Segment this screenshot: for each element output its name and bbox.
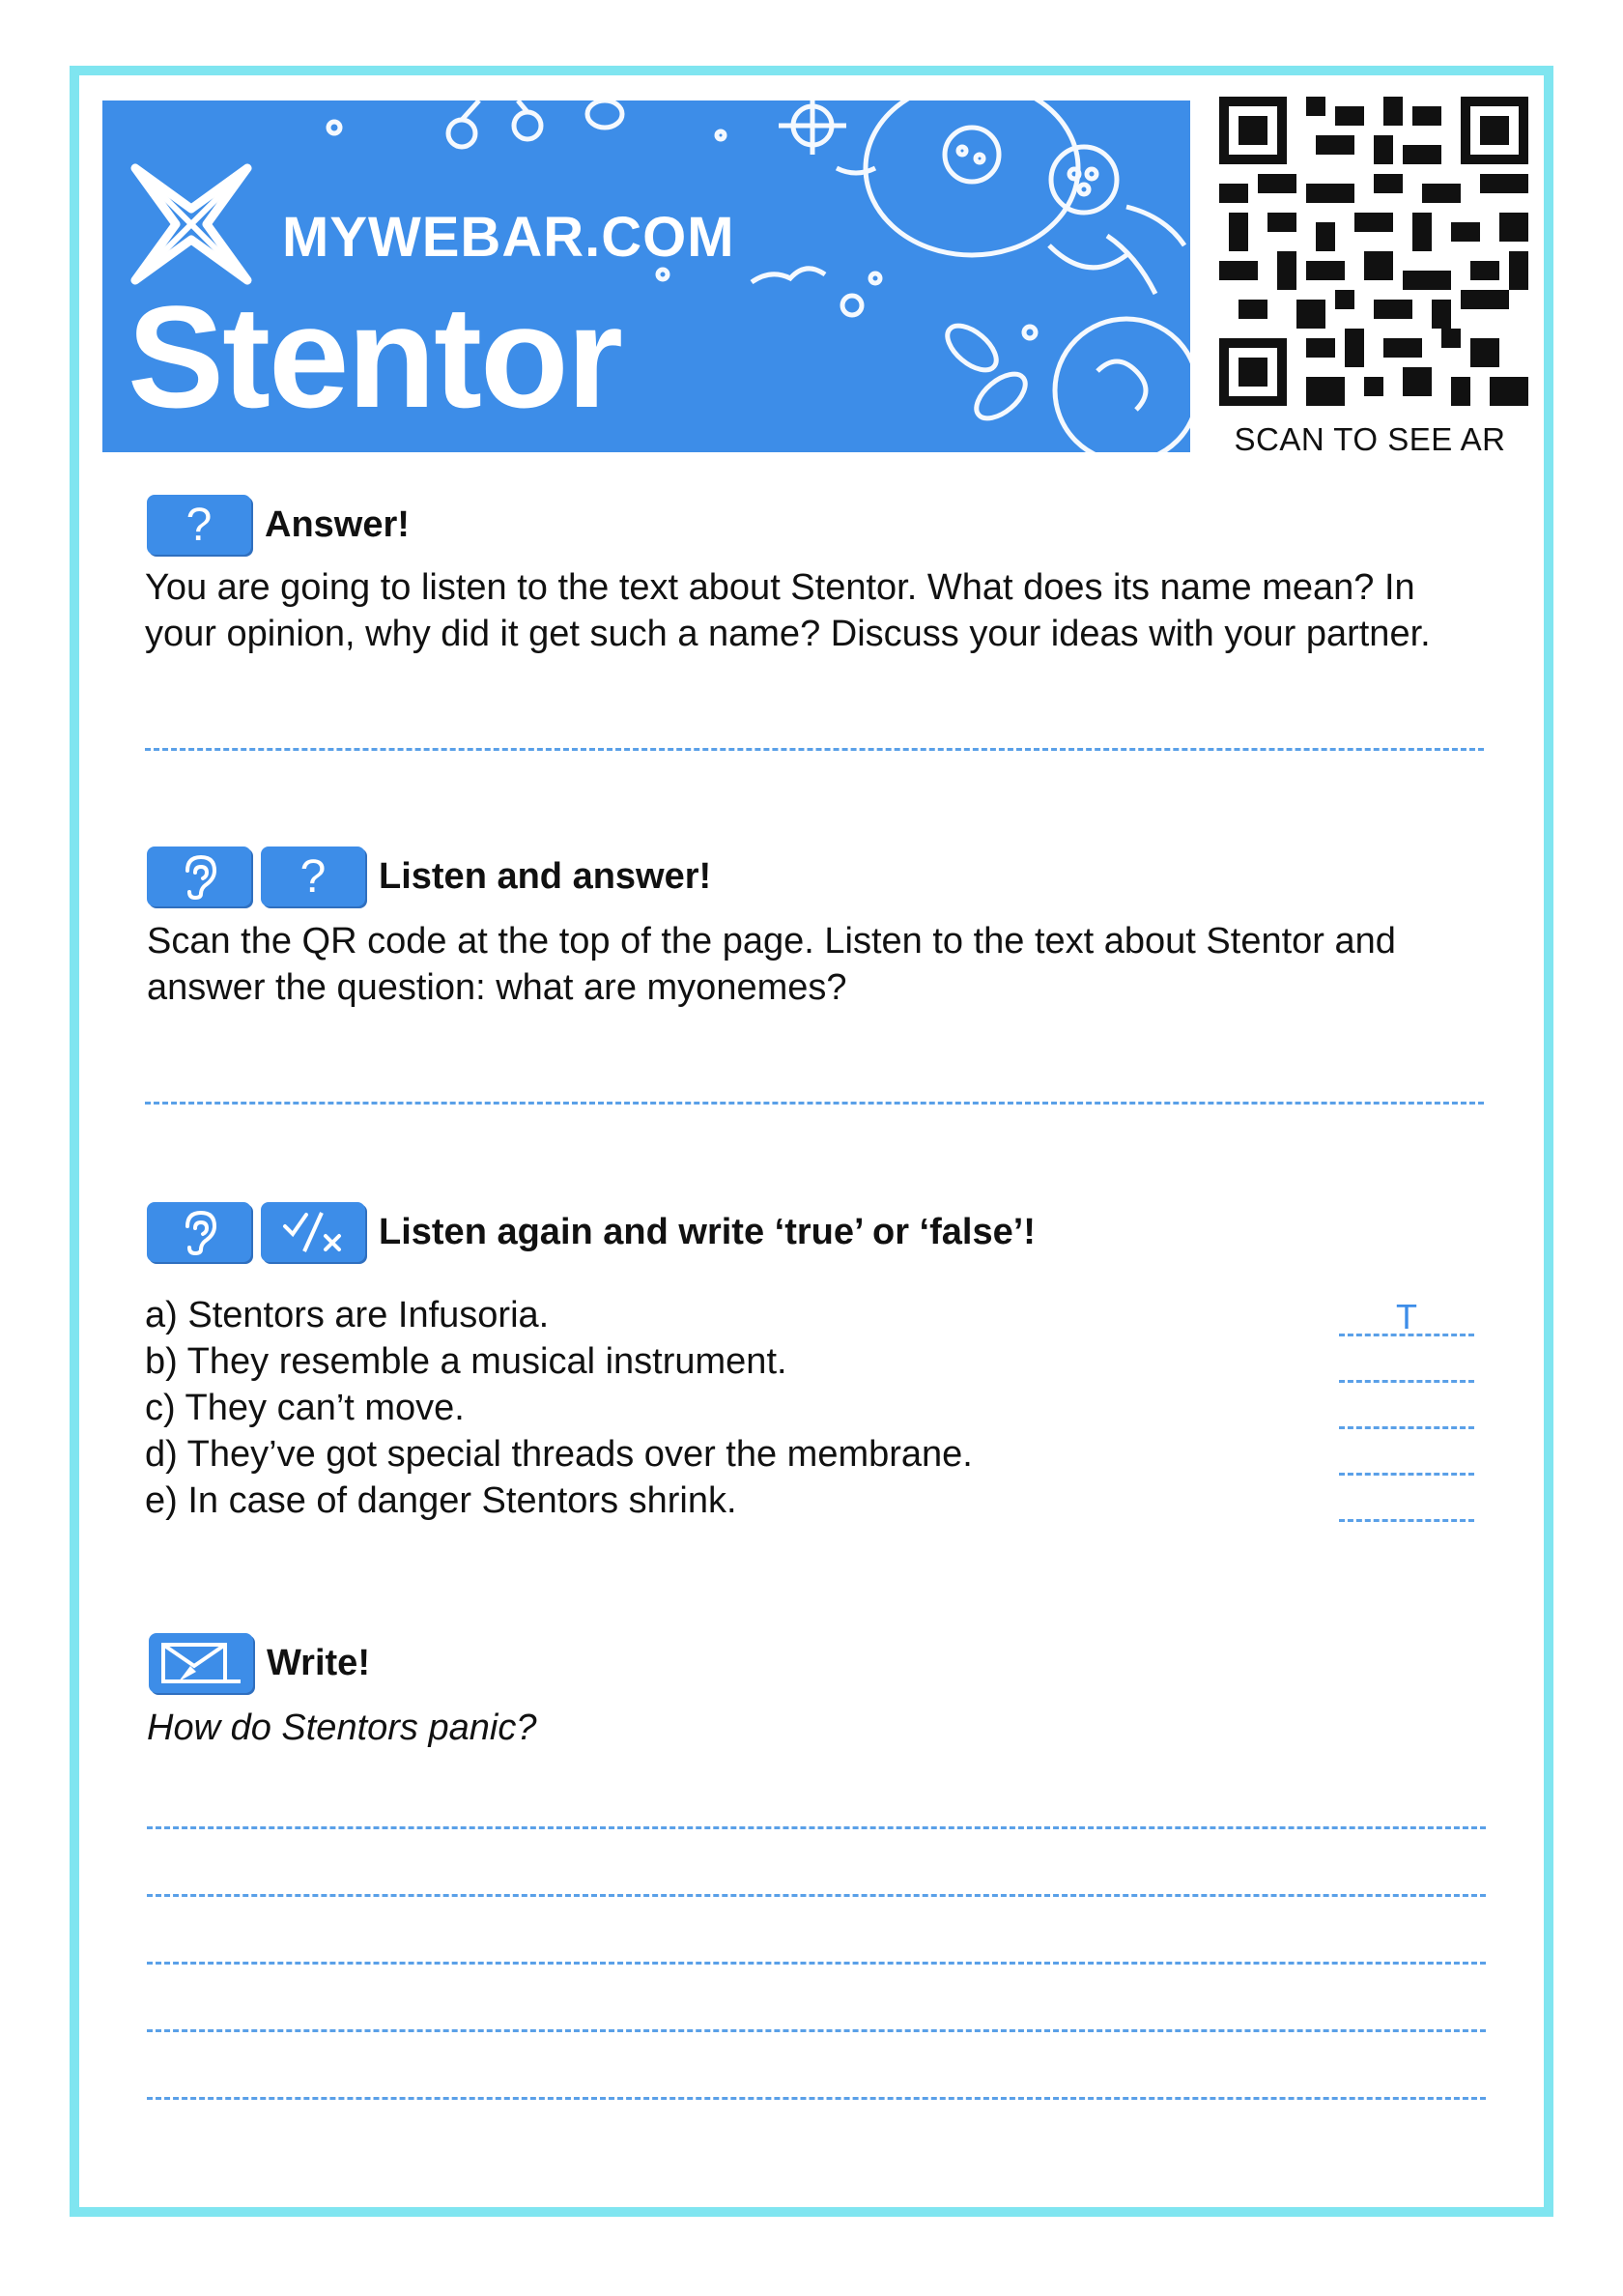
answer-heading: Answer! [265,503,410,545]
statement-d: d) They’ve got special threads over the membrane. [145,1434,973,1475]
answer-d-blank[interactable] [1339,1473,1474,1476]
question-mark-icon: ? [147,495,251,555]
statement-a: a) Stentors are Infusoria. [145,1295,550,1335]
answer-section-header [147,495,410,555]
write-line-4[interactable] [147,2029,1486,2032]
listen-answer-text-line-2: answer the question: what are myonemes? [147,967,847,1008]
write-line-3[interactable] [147,1962,1486,1965]
listen-answer-section-header [147,847,711,906]
write-heading: Write! [267,1642,370,1683]
listen-answer-text-line-1: Scan the QR code at the top of the page. Listen to the text about Stentor and [147,921,1396,961]
question-mark-icon: ? [261,847,365,906]
write-section-header [149,1633,370,1693]
answer-text-line-1: You are going to listen to the text about Stentor. What does its name mean? In [145,567,1415,608]
pencil-write-icon [149,1633,253,1693]
ear-icon [147,847,251,906]
true-false-heading: Listen again and write ‘true’ or ‘false’! [379,1211,1036,1252]
answer-e-blank[interactable] [1339,1519,1474,1522]
write-line-2[interactable] [147,1894,1486,1897]
listen-answer-heading: Listen and answer! [379,855,712,897]
answer-a-value: T [1396,1297,1417,1336]
write-prompt: How do Stentors panic? [147,1708,537,1748]
answer-b-blank[interactable] [1339,1380,1474,1383]
answer-writing-line[interactable] [145,748,1484,751]
write-line-1[interactable] [147,1826,1486,1829]
listen-answer-writing-line[interactable] [145,1102,1484,1105]
answer-c-blank[interactable] [1339,1426,1474,1429]
ear-icon [147,1202,251,1262]
statement-c: c) They can’t move. [145,1388,465,1428]
statement-e: e) In case of danger Stentors shrink. [145,1480,737,1521]
header-banner [102,100,1190,452]
answer-text-line-2: your opinion, why did it get such a name? Discuss your ideas with your partner. [145,614,1431,654]
write-line-5[interactable] [147,2097,1486,2100]
answer-a-blank[interactable] [1339,1334,1474,1336]
qr-caption: SCAN TO SEE AR [1234,421,1506,457]
check-cross-icon [261,1202,365,1262]
true-false-section-header [147,1202,1036,1262]
qr-code-icon[interactable] [1219,97,1528,406]
page-title: Stentor [128,275,621,438]
statement-b: b) They resemble a musical instrument. [145,1341,787,1382]
mywebar-logo-icon [128,160,255,288]
brand-name: MYWEBAR.COM [282,206,735,269]
